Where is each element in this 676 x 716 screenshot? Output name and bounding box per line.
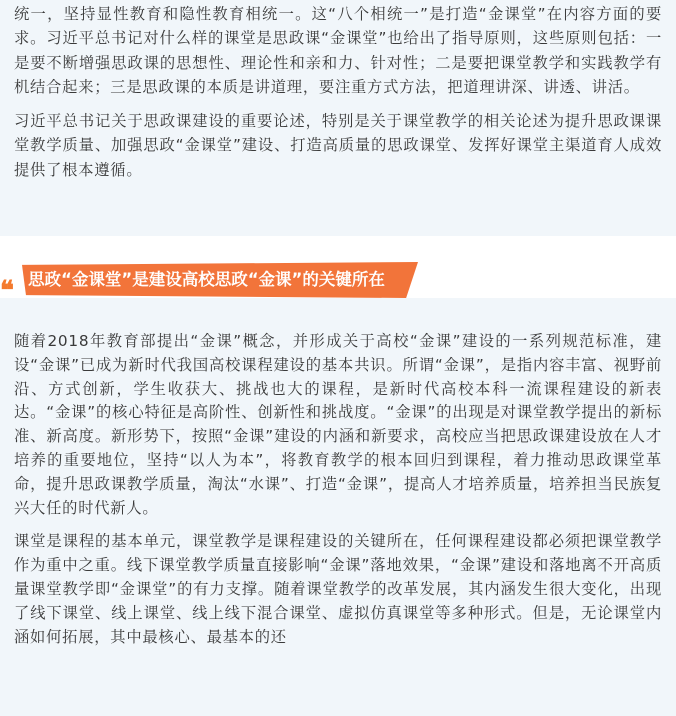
paragraph: 随着2018年教育部提出“金课”概念，并形成关于高校“金课”建设的一系列规范标准，建设“金课”已成为新时代我国高校课程建设的基本共识。所谓“金课”，是指内容丰富、视野前沿、方式创新，学生收获大、挑战也大的课程，是新时代高校本科一流课程建设的新表达。“金课”的核心特征是高阶性、创新性和挑战度。“金课”的出现是对课堂教学提出的新标准、新高度。新形势下，按照“金课”建设的内涵和新要求，高校应当把思政课建设放在人才培养的重要地位，坚持“以人为本”，将教育教学的根本回归到课程，着力推动思政课堂革命，提升思政课教学质量，淘汰“水课”、打造“金课”，提高人才培养质量，培养担当民族复兴大任的时代新人。 — [14, 332, 662, 517]
paragraph: 课堂是课程的基本单元，课堂教学是课程建设的关键所在，任何课程建设都必须把课堂教学作为重中之重。线下课堂教学质量直接影响“金课”落地效果，“金课”建设和落地离不开高质量课堂教学即“金课堂”的有力支撑。随着课堂教学的改革发展，其内涵发生很大变化，出现了线下课堂、线上课堂、线上线下混合课堂、虚拟仿真课堂等多种形式。但是，无论课堂内涵如何拓展，其中最核心、最基本的还 — [14, 532, 662, 646]
section-gap — [0, 236, 676, 254]
paragraph: 习近平总书记关于思政课建设的重要论述，特别是关于课堂教学的相关论述为提升思政课课堂教学质量、加强思政“金课堂”建设、打造高质量的思政课堂、发挥好课堂主渠道育人成效提供了根本遵循。 — [14, 112, 662, 179]
section-heading-row — [0, 254, 676, 306]
article-section-bottom — [0, 296, 676, 716]
section-heading: 思政“金课堂”是建设高校思政“金课”的关键所在 — [28, 270, 385, 289]
paragraph: 统一，坚持显性教育和隐性教育相统一。这“八个相统一”是打造“金课堂”在内容方面的要求。习近平总书记对什么样的课堂是思政课“金课堂”也给出了指导原则，这些原则包括：一是要不断增强思政课的思想性、理论性和亲和力、针对性；二是要把课堂教学和实践教学有机结合起来；三是思政课的本质是讲道理，要注重方式方法，把道理讲深、讲透、讲活。 — [14, 5, 662, 96]
quote-mark-icon: ❝ — [0, 276, 14, 306]
article-section-top — [0, 0, 676, 236]
